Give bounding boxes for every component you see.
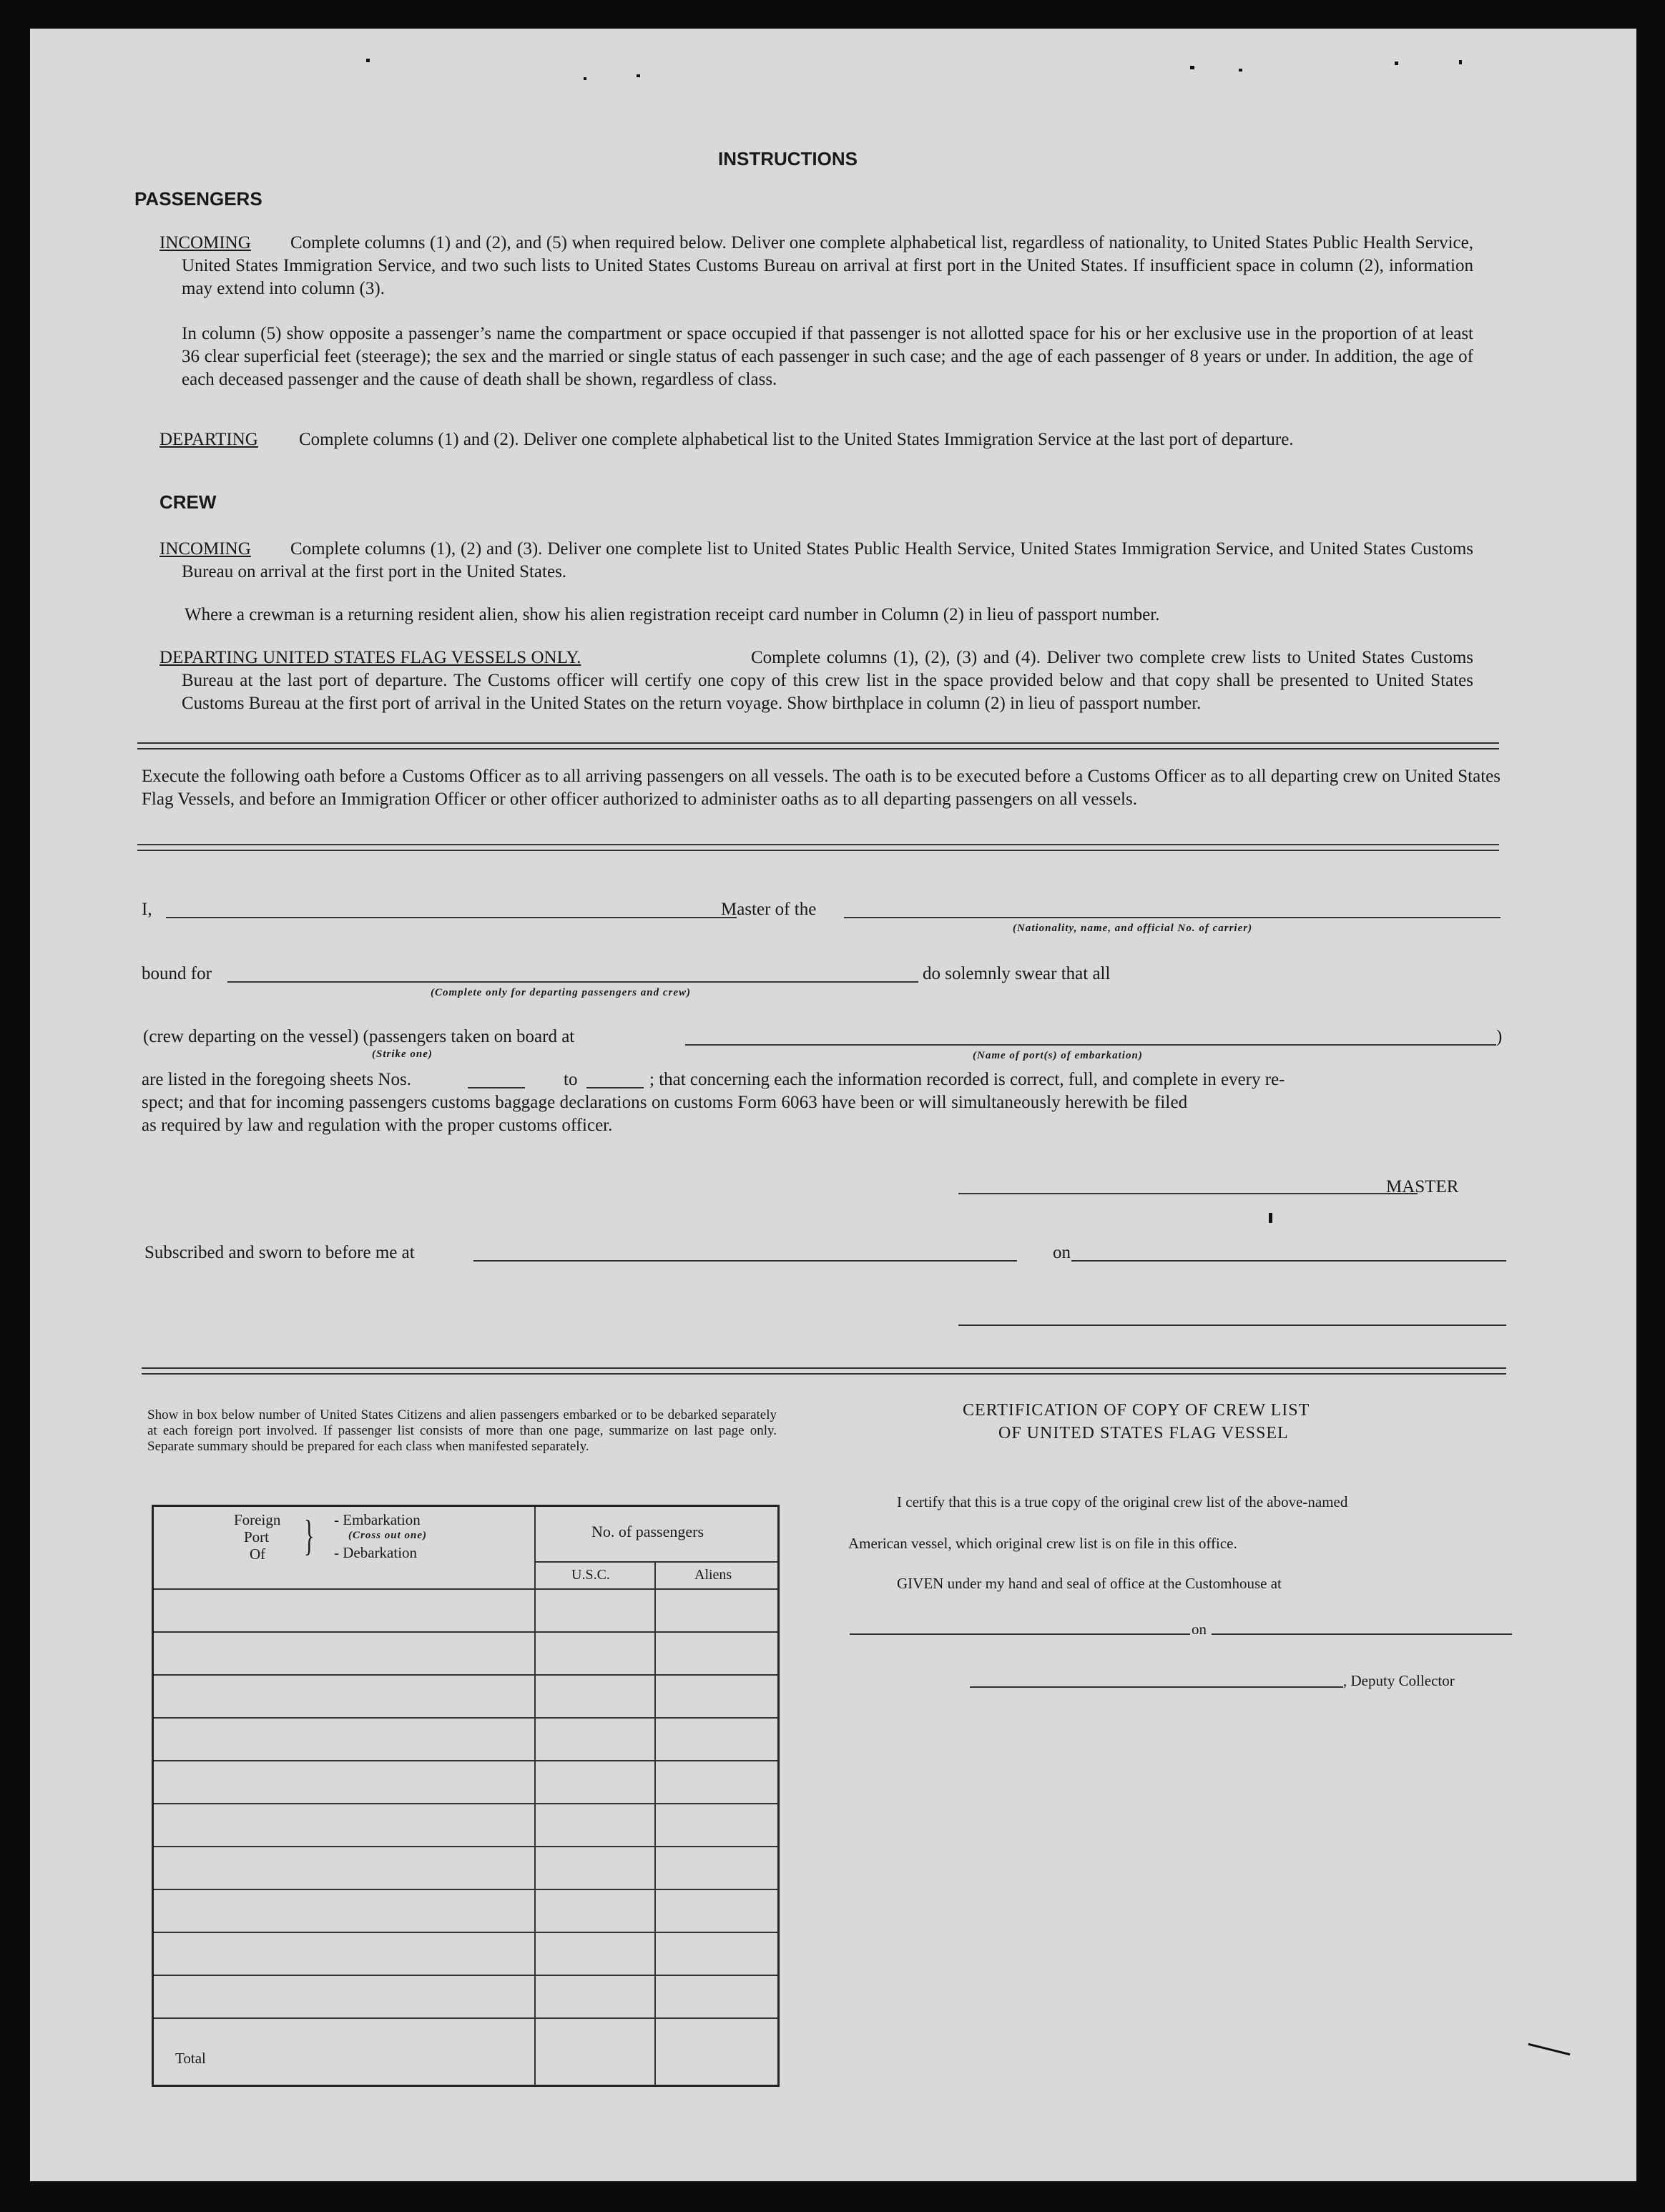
deputy-signature-line[interactable] bbox=[970, 1686, 1343, 1688]
oath-i-label: I, bbox=[142, 900, 152, 919]
certify-text-2: American vessel, which original crew list is on file in this office. bbox=[848, 1535, 1237, 1552]
carrier-caption: (Nationality, name, and official No. of carrier) bbox=[1013, 923, 1253, 934]
officer-signature-line[interactable] bbox=[958, 1324, 1506, 1326]
master-name-line[interactable] bbox=[166, 917, 737, 918]
usc-header: U.S.C. bbox=[571, 1567, 610, 1583]
ports-line[interactable] bbox=[685, 1044, 1496, 1046]
certification-title-2: OF UNITED STATES FLAG VESSEL bbox=[998, 1424, 1289, 1442]
subscribed-on-label: on bbox=[1053, 1243, 1071, 1262]
speck bbox=[1190, 66, 1194, 69]
subscribed-date-line[interactable] bbox=[1071, 1260, 1506, 1262]
table-divider bbox=[154, 1588, 777, 1590]
divider-rule bbox=[142, 1367, 1506, 1375]
speck bbox=[1269, 1213, 1272, 1223]
form-sheet bbox=[30, 29, 1636, 2181]
passengers-incoming-text: Complete columns (1) and (2), and (5) when required below. Deliver one complete alphabetical list, regardless of nationality, to United States Public Health Service, United States Immigration Service, and two such lists to United States Customs Bureau on arrival at first port in the United States. If insufficient space in column (2), information may extend into column (3). bbox=[182, 233, 1473, 298]
table-divider bbox=[154, 1674, 777, 1676]
total-label: Total bbox=[175, 2050, 206, 2067]
table-divider bbox=[154, 1803, 777, 1804]
cross-out-caption: (Cross out one) bbox=[348, 1530, 428, 1541]
close-paren: ) bbox=[1496, 1027, 1503, 1046]
divider-rule bbox=[137, 742, 1499, 749]
certification-title-1: CERTIFICATION OF COPY OF CREW LIST bbox=[963, 1401, 1310, 1420]
subscribed-label: Subscribed and sworn to before me at bbox=[144, 1243, 415, 1262]
bound-for-label: bound for bbox=[142, 964, 212, 983]
given-text: GIVEN under my hand and seal of office at the Customhouse at bbox=[897, 1575, 1282, 1592]
speck bbox=[366, 59, 370, 62]
speck bbox=[637, 74, 640, 77]
listed-text-4: as required by law and regulation with the proper customs officer. bbox=[142, 1116, 613, 1135]
table-divider bbox=[154, 1760, 777, 1761]
table-divider bbox=[154, 1975, 777, 1976]
col-foreign: Foreign bbox=[234, 1511, 281, 1528]
speck bbox=[584, 77, 586, 80]
speck bbox=[1459, 60, 1462, 64]
table-divider bbox=[154, 2017, 777, 2019]
table-divider bbox=[154, 1631, 777, 1633]
passenger-summary-table bbox=[152, 1505, 780, 2087]
pen-stroke bbox=[1528, 2043, 1571, 2055]
oath-intro: Execute the following oath before a Customs Officer as to all arriving passengers on all vessels. The oath is to be executed before a Customs Officer as to all departing crew on United States Flag Vessels, and before an Immigration Officer or other officer authorized to administer oaths as to all departing passengers on all vessels. bbox=[142, 767, 1501, 809]
listed-text-3: spect; and that for incoming passengers customs baggage declarations on customs Form 6063 have been or will simultaneously herewith be filed bbox=[142, 1093, 1188, 1112]
sheet-to-line[interactable] bbox=[586, 1087, 644, 1088]
speck bbox=[1395, 62, 1398, 65]
master-label: MASTER bbox=[1386, 1177, 1459, 1196]
table-divider bbox=[154, 1846, 777, 1847]
strike-one-caption: (Strike one) bbox=[372, 1048, 433, 1060]
customhouse-line[interactable] bbox=[850, 1633, 1190, 1635]
summary-instructions: Show in box below number of United States Citizens and alien passengers embarked or to be debarked separately at each foreign port involved. If passenger list consists of more than one page, summarize on last page only. Separate summary should be prepared for each class when manifested separately. bbox=[147, 1407, 777, 1454]
passengers-departing-label: DEPARTING bbox=[159, 430, 258, 449]
passengers-column5-text: In column (5) show opposite a passenger’s name the compartment or space occupied if that passenger is not allotted space for his or her exclusive use in the proportion of at least 36 clear superficial feet (steerage); the sex and the married or single status of each passenger in such case; and the age of each passenger of 8 years or under. In addition, the age of each deceased passenger and the cause of death shall be shown, regardless of class. bbox=[182, 324, 1473, 389]
col-port: Port bbox=[244, 1528, 270, 1545]
passengers-heading: PASSENGERS bbox=[134, 188, 262, 210]
bound-for-line[interactable] bbox=[227, 981, 918, 983]
table-divider bbox=[654, 1561, 656, 2085]
table-divider bbox=[154, 1932, 777, 1933]
crew-departing-oath: (crew departing on the vessel) (passengers taken on board at bbox=[143, 1027, 575, 1046]
crew-incoming-text: Complete columns (1), (2) and (3). Deliver one complete list to United States Public Health Service, United States Immigration Service, and United States Customs Bureau on arrival at the first port in the United States. bbox=[182, 539, 1473, 581]
debarkation-label: - Debarkation bbox=[334, 1544, 418, 1561]
bound-for-caption: (Complete only for departing passengers and crew) bbox=[431, 987, 691, 998]
col-of: Of bbox=[250, 1545, 266, 1563]
speck bbox=[1239, 69, 1242, 72]
aliens-header: Aliens bbox=[694, 1567, 732, 1583]
page-title: INSTRUCTIONS bbox=[718, 148, 858, 169]
deputy-collector-label: , Deputy Collector bbox=[1343, 1672, 1455, 1689]
master-signature-line[interactable] bbox=[958, 1193, 1418, 1194]
master-of-the-label: Master of the bbox=[721, 900, 817, 919]
passengers-incoming-label: INCOMING bbox=[159, 233, 251, 252]
crew-heading: CREW bbox=[159, 491, 217, 513]
certification-date-line[interactable] bbox=[1212, 1633, 1512, 1635]
brace-icon: } bbox=[304, 1512, 315, 1559]
sheet-from-line[interactable] bbox=[468, 1087, 525, 1088]
embarkation-label: - Embarkation bbox=[334, 1511, 421, 1528]
certify-text-1: I certify that this is a true copy of the original crew list of the above-named bbox=[897, 1493, 1348, 1510]
table-divider bbox=[154, 1889, 777, 1890]
crew-departing-label: DEPARTING UNITED STATES FLAG VESSELS ONLY. bbox=[159, 648, 581, 667]
crew-departing-text: Complete columns (1), (2), (3) and (4). Deliver two complete crew lists to United States Customs Bureau at the last port of departure. The Customs officer will certify one copy of this crew list in the space provided below and that copy shall be presented to United States Customs Bureau at the first port of arrival in the United States on the return voyage. Show birthplace in column (2) in lieu of passport number. bbox=[182, 648, 1473, 713]
crew-resident-text: Where a crewman is a returning resident alien, show his alien registration receipt card number in Column (2) in lieu of passport number. bbox=[185, 605, 1160, 624]
carrier-line[interactable] bbox=[844, 917, 1501, 918]
ports-caption: (Name of port(s) of embarkation) bbox=[973, 1050, 1143, 1061]
listed-text-1: are listed in the foregoing sheets Nos. bbox=[142, 1070, 411, 1089]
swear-label: do solemnly swear that all bbox=[923, 964, 1111, 983]
divider-rule bbox=[137, 844, 1499, 851]
table-divider bbox=[534, 1561, 777, 1563]
subscribed-place-line[interactable] bbox=[473, 1260, 1017, 1262]
table-divider bbox=[154, 1717, 777, 1719]
listed-text-2: ; that concerning each the information recorded is correct, full, and complete in every re- bbox=[649, 1070, 1285, 1089]
no-passengers-header: No. of passengers bbox=[591, 1523, 704, 1540]
crew-incoming-label: INCOMING bbox=[159, 539, 251, 559]
table-divider bbox=[534, 1507, 536, 2085]
certification-on-label: on bbox=[1192, 1621, 1207, 1638]
passengers-departing-text: Complete columns (1) and (2). Deliver one complete alphabetical list to the United States Immigration Service at the last port of departure. bbox=[299, 430, 1294, 449]
listed-to: to bbox=[564, 1070, 578, 1089]
